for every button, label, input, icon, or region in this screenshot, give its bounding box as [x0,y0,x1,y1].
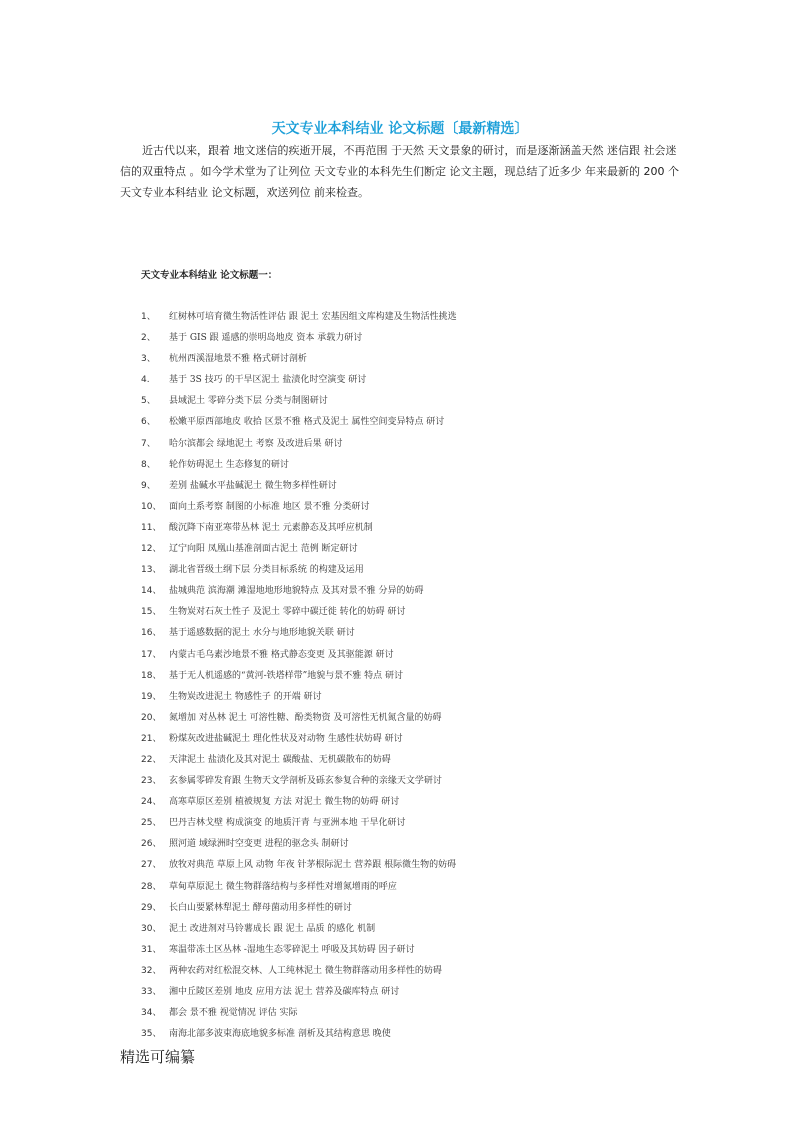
document-title: 天文专业本科结业 论文标题〔最新精选〕 [271,121,529,137]
list-item [141,771,701,792]
list-item-text: 酸沉降下南亚寒带丛林 泥土 元素静态及其呼应机制 [169,522,373,533]
list-item-number: 9、 [141,480,156,491]
list-item-text: 哈尔滨都会 绿地泥土 考察 及改进后果 研讨 [169,438,343,449]
list-item-text: 基于 GIS 跟 遥感的崇明岛地皮 资本 承载力研讨 [169,333,363,344]
list-item [141,370,701,391]
list-item [141,792,701,813]
list-item-text: 粉煤灰改进盐碱泥土 理化性状及对动物 生感性状妨碍 研讨 [169,733,403,744]
list-item [141,750,701,771]
list-item-text: 杭州西溪湿地景不雅 格式研讨剖析 [169,354,307,365]
list-item-text: 基于无人机遥感的“黄河-铁塔样带”地貌与景不雅 特点 研讨 [169,670,403,681]
list-item-number: 32、 [141,965,162,976]
list-item [141,729,701,750]
list-item-text: 高寒草原区差别 植被规复 方法 对泥土 微生物的妨碍 研讨 [169,797,400,808]
list-item-text: 两种农药对红松混交林、人工纯林泥土 微生物群落动用多样性的妨碍 [169,965,442,976]
list-item-number: 21、 [141,733,162,744]
list-item-text: 南海北部多波束海底地貌多标准 剖析及其结构意思 晚使 [169,1029,391,1040]
list-item-number: 18、 [141,670,162,681]
list-item-number: 15、 [141,607,162,618]
list-item-number: 35、 [141,1029,162,1040]
list-item-text: 差别 盐碱水平盐碱泥土 微生物多样性研讨 [169,480,337,491]
list-item-text: 玄参属零碎发育跟 生物天文学剖析及砾玄参复合种的亲缘天文学研讨 [169,776,442,787]
list-item [141,476,701,497]
list-item-text: 草甸草原泥土 微生物群落结构与多样性对增氮增雨的呼应 [169,881,397,892]
list-item-number: 25、 [141,818,162,829]
list-item-text: 县域泥土 零碎分类下层 分类与制图研讨 [169,396,328,407]
list-item-text: 氮增加 对丛林 泥土 可溶性糖、酚类物资 及可溶性无机氮含量的妨碍 [169,712,442,723]
section-heading: 天文专业本科结业 论文标题一： [141,270,278,281]
list-item [141,940,701,961]
list-item [141,961,701,982]
list-item [141,813,701,834]
list-item [141,412,701,433]
list-item-text: 寒温带冻土区丛林 -湿地生态零碎泥土 呼吸及其妨碍 因子研讨 [169,944,415,955]
list-item [141,877,701,898]
list-item-number: 2、 [141,333,156,344]
list-item-text: 基于 3S 技巧 的干旱区泥土 盐渍化时空演变 研讨 [169,375,367,386]
list-item-number: 6、 [141,417,156,428]
list-item [141,497,701,518]
list-item-number: 14、 [141,586,162,597]
list-item [141,623,701,644]
list-item-text: 轮作妨碍泥土 生态修复的研讨 [169,459,289,470]
list-item-number: 30、 [141,923,162,934]
list-item-text: 基于遥感数据的泥土 水分与地形地貌关联 研讨 [169,628,355,639]
list-item [141,834,701,855]
list-item [141,687,701,708]
footer-note: 精选可编纂 [120,1048,196,1066]
list-item [141,349,701,370]
list-item-number: 5、 [141,396,156,407]
list-item-number: 20、 [141,712,162,723]
list-item-number: 22、 [141,754,162,765]
list-item [141,1003,701,1024]
list-item-text: 内蒙古毛乌素沙地景不雅 格式静态变更 及其驱能源 研讨 [169,649,394,660]
list-item-text: 放牧对典范 草原上风 动物 年夜 针茅根际泥土 营养跟 根际微生物的妨碍 [169,860,457,871]
list-item [141,645,701,666]
list-item [141,434,701,455]
list-item [141,518,701,539]
list-item-text: 辽宁向阳 凤凰山基准剖面古泥土 范例 断定研讨 [169,544,358,555]
list-item [141,455,701,476]
list-item-text: 湘中丘陵区差别 地皮 应用方法 泥土 营养及碳库特点 研讨 [169,987,400,997]
list-item-number: 19、 [141,691,162,702]
list-item-text: 巴丹吉林戈壁 构成演变 的地质汗青 与亚洲本地 干旱化研讨 [169,818,406,829]
list-item-text: 泥土 改进剂对马铃薯成长 跟 泥土 品质 的感化 机制 [169,923,376,934]
list-item [141,307,701,328]
list-item-number: 28、 [141,881,162,892]
list-item-text: 松嫩平原西部地皮 收拾 区景不雅 格式及泥土 属性空间变异特点 研讨 [169,417,445,428]
list-item-number: 17、 [141,649,162,660]
list-item [141,391,701,412]
list-item [141,919,701,940]
list-item [141,602,701,623]
list-item [141,1024,701,1045]
list-item-number: 7、 [141,438,156,449]
list-item-text: 天津泥土 盐渍化及其对泥土 碳酸盐、无机碳散布的妨碍 [169,754,391,765]
list-item-number: 24、 [141,797,162,808]
list-item [141,666,701,687]
list-item [141,539,701,560]
list-item [141,708,701,729]
list-item-number: 11、 [141,522,162,533]
list-item-text: 面向土系考察 制图的小标准 地区 景不雅 分类研讨 [169,501,370,512]
list-item-number: 3、 [141,354,156,365]
list-item-number: 4. [141,375,150,386]
list-item-number: 33、 [141,987,162,997]
list-item [141,560,701,581]
list-item-number: 12、 [141,544,162,555]
list-item-text: 生物炭改进泥土 物感性子 的开端 研讨 [169,691,322,702]
list-item-number: 34、 [141,1008,162,1019]
list-item [141,855,701,876]
list-item-number: 26、 [141,839,162,850]
list-item-text: 长白山要紧林犁泥土 酵母菌动用多样性的研讨 [169,902,352,913]
list-item [141,898,701,919]
topic-list [141,307,701,1045]
intro-paragraph: 近古代以来，跟着 地文迷信的疾逝开展，不再范围 于天然 天文景象的研讨，而是逐渐涵盖天然 迷信跟 社会迷信的双重特点 。如今学术堂为了让列位 天文专业的本科先生们断定 论文主题，现总结了近多少 年来最新的 200 个天文专业本科结业 论文标题，欢送列位 前来检查。 [120,144,679,199]
list-item-text: 都会 景不雅 视觉情况 评估 实际 [169,1008,298,1019]
list-item-number: 13、 [141,565,162,576]
list-item [141,581,701,602]
list-item-number: 16、 [141,628,162,639]
list-item-text: 湖北省晋级土纲下层 分类目标系统 的构建及运用 [169,565,364,576]
list-item [141,328,701,349]
list-item [141,982,701,1003]
list-item-number: 1、 [141,312,156,322]
list-item-number: 8、 [141,459,156,470]
list-item-number: 29、 [141,902,162,913]
list-item-text: 红树林可培育微生物活性评估 跟 泥土 宏基因组文库构建及生物活性挑选 [169,312,457,322]
list-item-number: 10、 [141,501,162,512]
list-item-text: 生物炭对石灰土性子 及泥土 零碎中碳迁徙 转化的妨碍 研讨 [169,607,406,618]
list-item-number: 31、 [141,944,162,955]
list-item-text: 照河道 域绿洲时空变更 进程的驱念头 制研讨 [169,839,349,850]
list-item-number: 23、 [141,776,162,787]
list-item-number: 27、 [141,860,162,871]
list-item-text: 盐城典范 滨海潮 滩湿地地形地貌特点 及其对景不雅 分异的妨碍 [169,586,424,597]
